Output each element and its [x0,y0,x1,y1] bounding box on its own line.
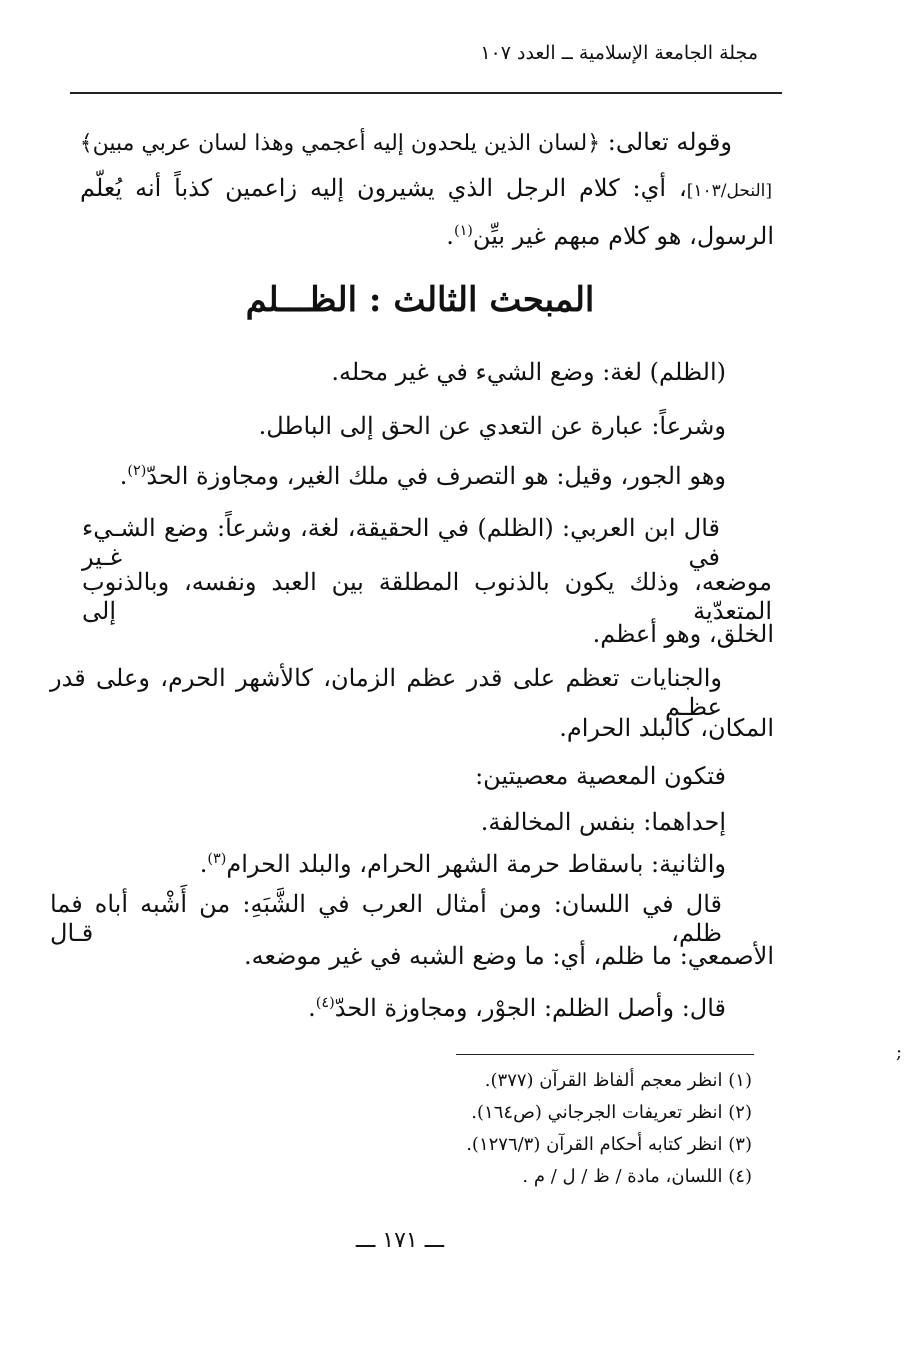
body-p3 [120,462,726,491]
footnote-4: (٤) اللسان، مادة / ظ / ل / م . [522,1166,752,1187]
body-p6: فتكون المعصية معصيتين: [475,762,726,790]
header-rule [70,92,782,94]
body-p10-text: قال: وأصل الظلم: الجوْر، ومجاوزة الحدّ [334,994,726,1022]
body-p3-text: وهو الجور، وقيل: هو التصرف في ملك الغير، ومجاوزة الحدّ [146,462,726,490]
intro-line-2 [80,174,772,203]
intro-line-2-text: ، أي: كلام الرجل الذي يشيرون إليه زاعمين كذباً أنه يُعلّم [80,174,687,202]
body-p5-line-2: المكان، كالبلد الحرام. [559,714,774,742]
page-number: ـــ ١٧١ ـــ [355,1228,445,1253]
quran-verse: ﴿لسان الذين يلحدون إليه أعجمي وهذا لسان عربي مبين﴾ [79,131,601,156]
body-p9-line-2: الأصمعي: ما ظلم، أي: ما وضع الشبه في غير موضعه. [243,942,774,970]
body-p4-line-2: موضعه، وذلك يكون بالذنوب المطلقة بين العبد ونفسه، وبالذنوب المتعدّية إلى [82,568,772,625]
body-p10 [308,994,726,1023]
running-header: مجلة الجامعة الإسلامية ــ العدد ١٠٧ [480,42,758,64]
body-p9-line-1: قال في اللسان: ومن أمثال العرب في الشَّبَهِ: من أَشْبه أباه فما ظلم، قـال [50,890,722,947]
footnote-ref-3: (٣) [207,851,227,867]
footnote-3: (٣) انظر كتابه أحكام القرآن (١٢٧٦/٣). [466,1134,752,1155]
body-p2: وشرعاً: عبارة عن التعدي عن الحق إلى الباطل. [258,412,726,440]
intro-line-1 [80,128,732,157]
intro-lead: وقوله تعالى: [600,128,732,156]
intro-line-3 [446,222,774,251]
footnote-2: (٢) انظر تعريفات الجرجاني (ص١٦٤). [471,1102,752,1123]
quran-reference: [النحل/١٠٣] [686,181,772,201]
body-p1: (الظلم) لغة: وضع الشيء في غير محله. [331,358,726,386]
body-p5-line-1: والجنايات تعظم على قدر عظم الزمان، كالأشهر الحرم، وعلى قدر عظـم [50,664,722,721]
body-p3-end: . [119,462,128,490]
footnote-ref-4: (٤) [315,995,335,1011]
footnote-1: (١) انظر معجم ألفاظ القرآن (٣٧٧). [484,1070,752,1091]
body-p8-text: والثانية: باسقاط حرمة الشهر الحرام، والبلد الحرام [226,850,726,878]
edge-mark: ; [896,1042,903,1063]
body-p4-line-1: قال ابن العربي: (الظلم) في الحقيقة، لغة، وشرعاً: وضع الشـيء في غـير [82,514,720,571]
intro-line-3-text: الرسول، هو كلام مبهم غير بيِّن [472,222,774,250]
body-p7: إحداهما: بنفس المخالفة. [480,808,726,836]
footnote-ref-1: (١) [453,223,473,239]
body-p4-line-3: الخلق، وهو أعظم. [592,620,774,648]
footnote-separator [456,1054,754,1055]
footnote-ref-2: (٢) [127,463,147,479]
intro-line-3-end: . [446,222,454,250]
body-p8-end: . [199,850,208,878]
body-p10-end: . [308,994,316,1022]
section-title: المبحث الثالث : الظـــلم [245,280,595,320]
body-p8 [200,850,726,879]
